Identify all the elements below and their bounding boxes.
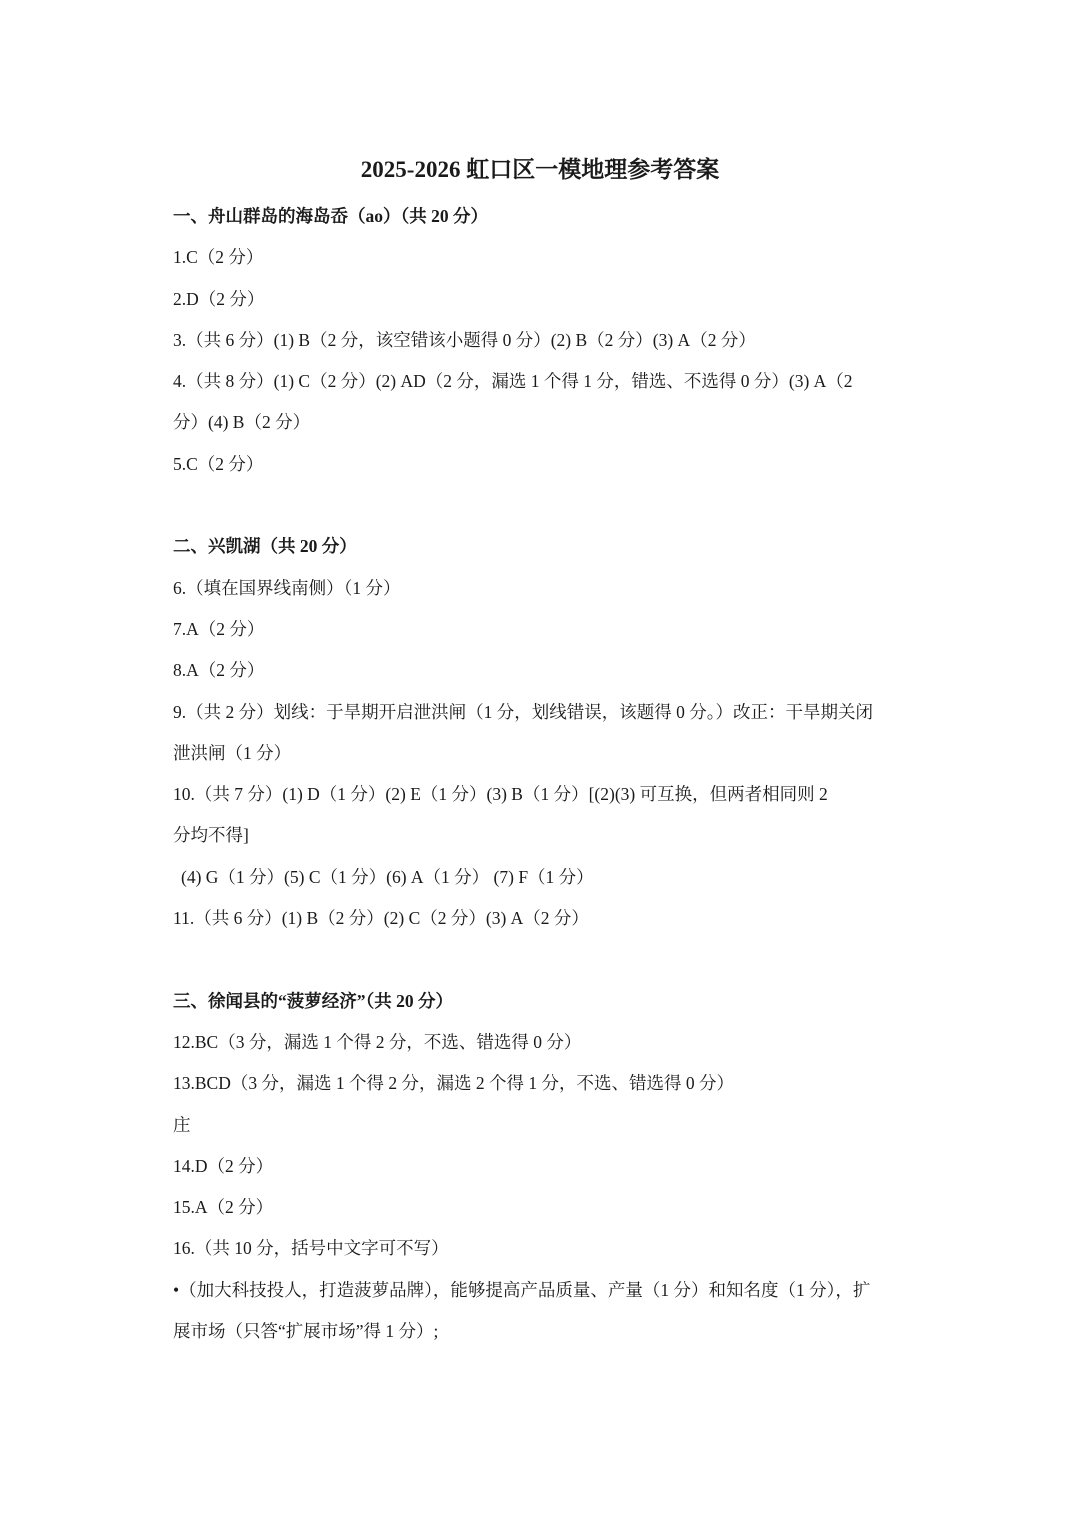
answer-line: 1.C（2 分） xyxy=(173,247,264,268)
answer-line: 12.BC（3 分，漏选 1 个得 2 分，不选、错选得 0 分） xyxy=(173,1031,582,1052)
answer-content xyxy=(173,196,913,1352)
answer-line: 16.（共 10 分，括号中文字可不写） xyxy=(173,1238,449,1259)
answer-line: 庄 xyxy=(173,1114,191,1135)
answer-line: 14.D（2 分） xyxy=(173,1155,274,1176)
document-title: 2025-2026 虹口区一模地理参考答案 xyxy=(360,157,720,182)
answer-line: 13.BCD（3 分，漏选 1 个得 2 分，漏选 2 个得 1 分，不选、错选得 0 分） xyxy=(173,1073,734,1094)
answer-line: 4.（共 8 分）(1) C（2 分）(2) AD（2 分，漏选 1 个得 1 分，错选、不选得 0 分）(3) A（2 xyxy=(173,371,853,392)
answer-line: 15.A（2 分） xyxy=(173,1197,274,1218)
answer-line: 6.（填在国界线南侧）（1 分） xyxy=(173,577,401,598)
blank-line xyxy=(173,939,913,980)
blank-line xyxy=(173,485,913,526)
section-heading-2: 二、兴凯湖（共 20 分） xyxy=(173,536,357,557)
answer-line: 3.（共 6 分）(1) B（2 分，该空错该小题得 0 分）(2) B（2 分）(3) A（2 分） xyxy=(173,329,756,350)
answer-line: 5.C（2 分） xyxy=(173,453,264,474)
section-heading-1: 一、舟山群岛的海岛岙（ao）（共 20 分） xyxy=(173,206,488,226)
answer-line: •（加大科技投人，打造菠萝品牌），能够提高产品质量、产量（1 分）和知名度（1 分），扩 xyxy=(173,1279,871,1300)
answer-line: 分）(4) B（2 分） xyxy=(173,412,311,433)
answer-line: 2.D（2 分） xyxy=(173,288,265,309)
answer-line: (4) G（1 分）(5) C（1 分）(6) A（1 分） (7) F（1 分） xyxy=(181,866,594,887)
section-heading-3: 三、徐闻县的“菠萝经济”（共 20 分） xyxy=(173,990,453,1011)
answer-line: 泄洪闸（1 分） xyxy=(173,742,292,763)
answer-line: 分均不得] xyxy=(173,825,249,846)
answer-line: 11.（共 6 分）(1) B（2 分）(2) C（2 分）(3) A（2 分） xyxy=(173,908,589,929)
answer-line: 7.A（2 分） xyxy=(173,618,265,639)
answer-line: 9.（共 2 分）划线：于旱期开启泄洪闸（1 分，划线错误，该题得 0 分。）改正：干旱期关闭 xyxy=(173,701,873,722)
answer-line: 展市场（只答“扩展市场”得 1 分）; xyxy=(173,1321,439,1342)
answer-line: 8.A（2 分） xyxy=(173,660,265,681)
answer-line: 10.（共 7 分）(1) D（1 分）(2) E（1 分）(3) B（1 分）[(2)(3) 可互换，但两者相同则 2 xyxy=(173,784,828,805)
